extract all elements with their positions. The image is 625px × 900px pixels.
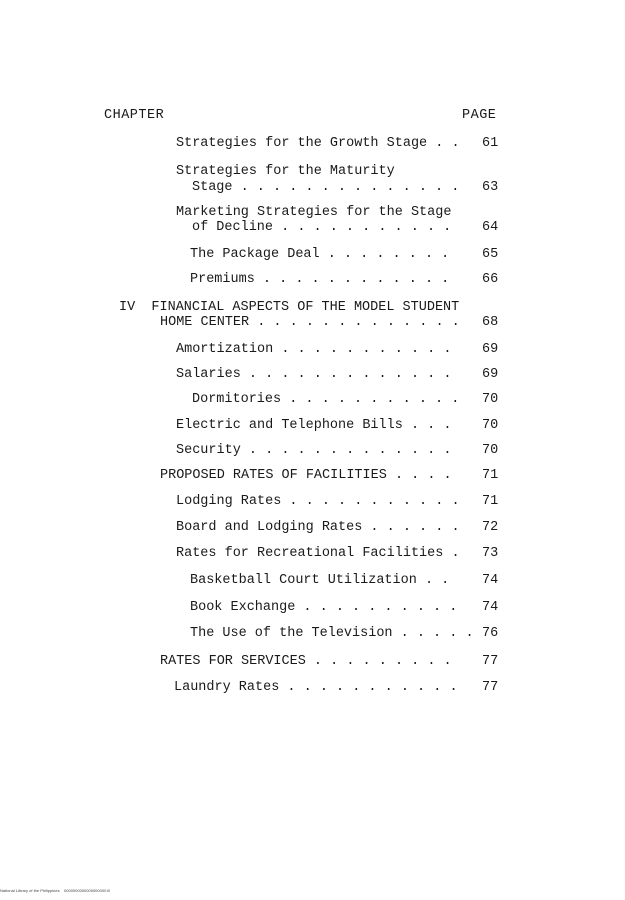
toc-page-number: 71 xyxy=(482,468,499,483)
toc-page-number: 65 xyxy=(482,247,499,262)
toc-entry: The Use of the Television . . . . . xyxy=(190,626,474,641)
toc-entry: Basketball Court Utilization . . xyxy=(190,573,450,588)
toc-page-number: 74 xyxy=(482,600,499,615)
toc-entry: Dormitories . . . . . . . . . . . xyxy=(192,392,460,407)
toc-entry: Salaries . . . . . . . . . . . . . xyxy=(176,367,452,382)
toc-entry: HOME CENTER . . . . . . . . . . . . . xyxy=(160,315,460,330)
toc-entry: Strategies for the Growth Stage . . xyxy=(176,136,460,151)
toc-entry: Security . . . . . . . . . . . . . xyxy=(176,443,452,458)
toc-page-number: 63 xyxy=(482,180,499,195)
toc-page-number: 77 xyxy=(482,680,499,695)
toc-page-number: 69 xyxy=(482,367,499,382)
toc-entry: Lodging Rates . . . . . . . . . . . xyxy=(176,494,460,509)
toc-entry: of Decline . . . . . . . . . . . xyxy=(192,220,452,235)
chapter-header: CHAPTER xyxy=(104,108,165,123)
toc-page-number: 70 xyxy=(482,418,499,433)
toc-entry: Electric and Telephone Bills . . . xyxy=(176,418,452,433)
toc-entry: Rates for Recreational Facilities . xyxy=(176,546,460,561)
toc-entry: PROPOSED RATES OF FACILITIES . . . . xyxy=(160,468,452,483)
toc-page-number: 64 xyxy=(482,220,499,235)
toc-entry: Book Exchange . . . . . . . . . . xyxy=(190,600,458,615)
toc-page-number: 69 xyxy=(482,342,499,357)
toc-page-number: 77 xyxy=(482,654,499,669)
toc-entry: Amortization . . . . . . . . . . . xyxy=(176,342,452,357)
toc-page-number: 68 xyxy=(482,315,499,330)
toc-page-number: 73 xyxy=(482,546,499,561)
toc-entry: Board and Lodging Rates . . . . . . xyxy=(176,520,460,535)
toc-entry: Strategies for the Maturity xyxy=(176,164,395,179)
toc-entry: Stage . . . . . . . . . . . . . . xyxy=(192,180,460,195)
toc-entry: RATES FOR SERVICES . . . . . . . . . xyxy=(160,654,452,669)
page-header: PAGE xyxy=(462,108,497,123)
toc-entry: Laundry Rates . . . . . . . . . . . xyxy=(174,680,458,695)
toc-page-number: 70 xyxy=(482,392,499,407)
toc-page-number: 71 xyxy=(482,494,499,509)
toc-page-number: 61 xyxy=(482,136,499,151)
toc-entry: The Package Deal . . . . . . . . xyxy=(190,247,450,262)
toc-page-number: 66 xyxy=(482,272,499,287)
toc-page-number: 70 xyxy=(482,443,499,458)
toc-page-number: 72 xyxy=(482,520,499,535)
toc-page-number: 76 xyxy=(482,626,499,641)
toc-entry: Marketing Strategies for the Stage xyxy=(176,205,452,220)
scan-footer: National Library of the Philippines 0000000000000000000 lll xyxy=(0,888,111,893)
toc-page-number: 74 xyxy=(482,573,499,588)
toc-chapter-title: IV FINANCIAL ASPECTS OF THE MODEL STUDENT xyxy=(119,300,460,315)
toc-entry: Premiums . . . . . . . . . . . . xyxy=(190,272,450,287)
